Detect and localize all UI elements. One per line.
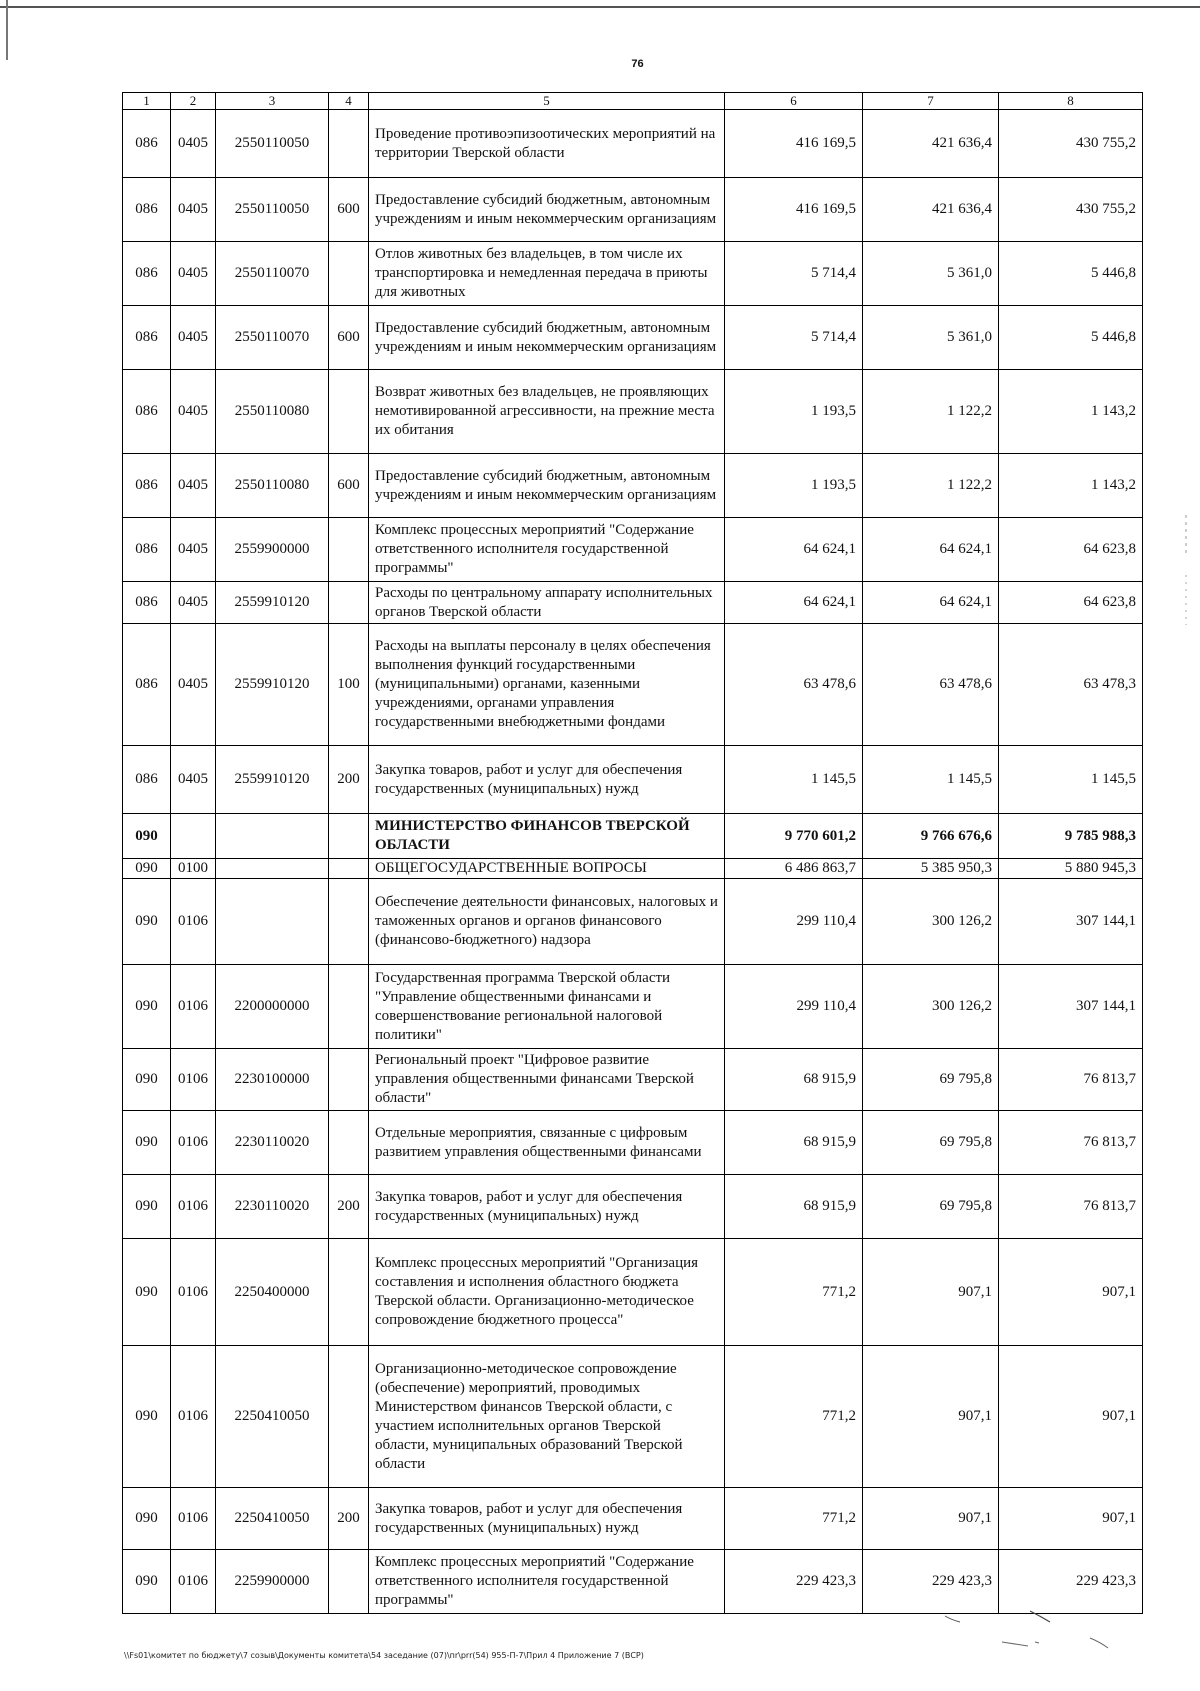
value-col-7: 229 423,3 [863,1550,999,1614]
target-article-code: 2200000000 [216,965,329,1049]
section-code: 0405 [171,454,216,518]
row-description: Отлов животных без владельцев, в том числе их транспортировка и немедленная передача в приюты для животных [369,242,725,306]
value-col-7: 64 624,1 [863,518,999,582]
table-row [123,1175,1143,1239]
ministry-code: 090 [123,879,171,965]
target-article-code [216,814,329,859]
expense-type-code [329,1550,369,1614]
table-row [123,1111,1143,1175]
header-cell: 1 [123,93,171,110]
target-article-code: 2559900000 [216,518,329,582]
value-col-8: 229 423,3 [999,1550,1143,1614]
value-col-8: 907,1 [999,1346,1143,1488]
header-cell: 4 [329,93,369,110]
row-description: Закупка товаров, работ и услуг для обеспечения государственных (муниципальных) нужд [369,1175,725,1239]
file-path-footer: \\Fs01\комитет по бюджету\7 созыв\Документы комитета\54 заседание (07)\пr\prr(54) 955-П-7\Прил 4 Приложение 7 (ВСР) [124,1651,644,1660]
value-col-8: 64 623,8 [999,518,1143,582]
value-col-8: 64 623,8 [999,582,1143,624]
expense-type-code [329,859,369,879]
header-cell: 2 [171,93,216,110]
ministry-code: 086 [123,454,171,518]
row-description: Комплекс процессных мероприятий "Содержание ответственного исполнителя государственной программы" [369,1550,725,1614]
value-col-6: 299 110,4 [725,965,863,1049]
value-col-7: 1 122,2 [863,454,999,518]
ministry-code: 086 [123,110,171,178]
ministry-code: 086 [123,370,171,454]
target-article-code: 2250410050 [216,1346,329,1488]
expense-type-code [329,582,369,624]
header-row [123,93,1143,110]
ministry-code: 086 [123,624,171,746]
target-article-code: 2550110070 [216,242,329,306]
target-article-code [216,879,329,965]
expense-type-code: 200 [329,1488,369,1550]
expense-type-code: 600 [329,454,369,518]
value-col-7: 63 478,6 [863,624,999,746]
value-col-6: 1 193,5 [725,454,863,518]
target-article-code: 2559910120 [216,582,329,624]
value-col-7: 64 624,1 [863,582,999,624]
value-col-8: 76 813,7 [999,1111,1143,1175]
row-description: Расходы на выплаты персоналу в целях обеспечения выполнения функций государственными (муниципальными) органами, казенными учреждениями, органами управления государственными внебюджетными фондами [369,624,725,746]
section-code: 0106 [171,1550,216,1614]
header-cell: 7 [863,93,999,110]
header-cell: 3 [216,93,329,110]
expense-type-code: 600 [329,306,369,370]
value-col-6: 68 915,9 [725,1111,863,1175]
target-article-code: 2230100000 [216,1049,329,1111]
left-border-line [6,0,8,60]
value-col-6: 416 169,5 [725,110,863,178]
table-row [123,306,1143,370]
value-col-8: 5 446,8 [999,306,1143,370]
value-col-7: 907,1 [863,1346,999,1488]
expense-type-code [329,1346,369,1488]
value-col-6: 64 624,1 [725,518,863,582]
value-col-6: 299 110,4 [725,879,863,965]
value-col-8: 76 813,7 [999,1175,1143,1239]
target-article-code: 2259900000 [216,1550,329,1614]
table-row [123,965,1143,1049]
target-article-code: 2559910120 [216,746,329,814]
ministry-code: 090 [123,1346,171,1488]
table-row [123,370,1143,454]
expense-type-code [329,110,369,178]
value-col-7: 907,1 [863,1239,999,1346]
ministry-code: 090 [123,1049,171,1111]
value-col-8: 63 478,3 [999,624,1143,746]
row-description: Комплекс процессных мероприятий "Организация составления и исполнения областного бюджета Тверской области. Организационно-методическое сопровождение бюджетного процесса" [369,1239,725,1346]
section-code: 0106 [171,1488,216,1550]
value-col-6: 1 193,5 [725,370,863,454]
row-description: Закупка товаров, работ и услуг для обеспечения государственных (муниципальных) нужд [369,1488,725,1550]
ministry-code: 090 [123,814,171,859]
table-row [123,178,1143,242]
section-code: 0405 [171,746,216,814]
table-row [123,582,1143,624]
section-code: 0405 [171,178,216,242]
table-row [123,518,1143,582]
ministry-code: 086 [123,178,171,242]
table-body [123,110,1143,1614]
section-code: 0106 [171,1239,216,1346]
value-col-7: 421 636,4 [863,110,999,178]
value-col-6: 6 486 863,7 [725,859,863,879]
value-col-8: 76 813,7 [999,1049,1143,1111]
value-col-7: 5 361,0 [863,242,999,306]
value-col-7: 421 636,4 [863,178,999,242]
section-code: 0405 [171,242,216,306]
section-code: 0405 [171,306,216,370]
expense-type-code: 100 [329,624,369,746]
row-description: Комплекс процессных мероприятий "Содержание ответственного исполнителя государственной программы" [369,518,725,582]
row-description: Предоставление субсидий бюджетным, автономным учреждениям и иным некоммерческим организациям [369,306,725,370]
value-col-7: 907,1 [863,1488,999,1550]
ministry-code: 090 [123,1239,171,1346]
value-col-8: 9 785 988,3 [999,814,1143,859]
value-col-7: 1 122,2 [863,370,999,454]
table-row [123,879,1143,965]
target-article-code: 2250400000 [216,1239,329,1346]
value-col-7: 300 126,2 [863,879,999,965]
expense-type-code: 200 [329,746,369,814]
table-row [123,242,1143,306]
expense-type-code [329,518,369,582]
ministry-code: 086 [123,746,171,814]
value-col-7: 9 766 676,6 [863,814,999,859]
value-col-8: 5 880 945,3 [999,859,1143,879]
target-article-code: 2230110020 [216,1111,329,1175]
value-col-8: 907,1 [999,1239,1143,1346]
value-col-8: 307 144,1 [999,965,1143,1049]
header-cell: 5 [369,93,725,110]
value-col-6: 1 145,5 [725,746,863,814]
value-col-7: 5 385 950,3 [863,859,999,879]
section-code [171,814,216,859]
ministry-code: 090 [123,1550,171,1614]
ministry-code: 090 [123,1488,171,1550]
target-article-code: 2550110080 [216,454,329,518]
section-code: 0405 [171,370,216,454]
target-article-code: 2550110070 [216,306,329,370]
expense-type-code [329,814,369,859]
table-row [123,1049,1143,1111]
ministry-code: 086 [123,582,171,624]
value-col-6: 416 169,5 [725,178,863,242]
section-code: 0405 [171,624,216,746]
row-description: Возврат животных без владельцев, не проявляющих немотивированной агрессивности, на прежние места их обитания [369,370,725,454]
value-col-8: 907,1 [999,1488,1143,1550]
value-col-6: 63 478,6 [725,624,863,746]
expense-type-code: 600 [329,178,369,242]
row-description: Организационно-методическое сопровождение (обеспечение) мероприятий, проводимых Министерством финансов Тверской области, с участием исполнительных органов Тверской области, муниципальных образований Тверской области [369,1346,725,1488]
expense-type-code [329,242,369,306]
value-col-8: 430 755,2 [999,110,1143,178]
ministry-code: 086 [123,242,171,306]
row-description: МИНИСТЕРСТВО ФИНАНСОВ ТВЕРСКОЙ ОБЛАСТИ [369,814,725,859]
value-col-7: 1 145,5 [863,746,999,814]
section-code: 0106 [171,1346,216,1488]
expense-type-code [329,1111,369,1175]
expense-type-code [329,965,369,1049]
section-code: 0106 [171,965,216,1049]
table-row-ministry [123,814,1143,859]
value-col-8: 1 143,2 [999,370,1143,454]
section-code: 0106 [171,1175,216,1239]
table-row [123,624,1143,746]
ministry-code: 090 [123,859,171,879]
row-description: Проведение противоэпизоотических мероприятий на территории Тверской области [369,110,725,178]
row-description: Отдельные мероприятия, связанные с цифровым развитием управления общественными финансами [369,1111,725,1175]
table-row [123,859,1143,879]
page-number: 76 [631,58,644,70]
value-col-8: 1 145,5 [999,746,1143,814]
expense-type-code [329,879,369,965]
value-col-6: 68 915,9 [725,1049,863,1111]
value-col-7: 69 795,8 [863,1111,999,1175]
section-code: 0106 [171,1049,216,1111]
section-code: 0405 [171,582,216,624]
value-col-6: 771,2 [725,1239,863,1346]
value-col-6: 771,2 [725,1488,863,1550]
row-description: Предоставление субсидий бюджетным, автономным учреждениям и иным некоммерческим организациям [369,178,725,242]
scan-edge-marks [1185,515,1187,815]
value-col-6: 5 714,4 [725,242,863,306]
section-code: 0106 [171,1111,216,1175]
ministry-code: 090 [123,965,171,1049]
budget-table [122,92,1143,1614]
section-code: 0106 [171,879,216,965]
expense-type-code [329,1049,369,1111]
table-row [123,1346,1143,1488]
target-article-code: 2559910120 [216,624,329,746]
row-description: Региональный проект "Цифровое развитие управления общественными финансами Тверской области" [369,1049,725,1111]
row-description: Расходы по центральному аппарату исполнительных органов Тверской области [369,582,725,624]
header-cell: 8 [999,93,1143,110]
value-col-7: 69 795,8 [863,1049,999,1111]
row-description: Обеспечение деятельности финансовых, налоговых и таможенных органов и органов финансового (финансово-бюджетного) надзора [369,879,725,965]
expense-type-code [329,1239,369,1346]
value-col-7: 5 361,0 [863,306,999,370]
value-col-7: 300 126,2 [863,965,999,1049]
ministry-code: 086 [123,306,171,370]
expense-type-code: 200 [329,1175,369,1239]
target-article-code [216,859,329,879]
value-col-8: 1 143,2 [999,454,1143,518]
ministry-code: 090 [123,1175,171,1239]
value-col-8: 5 446,8 [999,242,1143,306]
table-row [123,1550,1143,1614]
row-description: ОБЩЕГОСУДАРСТВЕННЫЕ ВОПРОСЫ [369,859,725,879]
target-article-code: 2250410050 [216,1488,329,1550]
section-code: 0405 [171,110,216,178]
value-col-6: 229 423,3 [725,1550,863,1614]
handwritten-signature [940,1608,1120,1658]
section-code: 0100 [171,859,216,879]
table-row [123,1239,1143,1346]
target-article-code: 2550110050 [216,110,329,178]
row-description: Закупка товаров, работ и услуг для обеспечения государственных (муниципальных) нужд [369,746,725,814]
ministry-code: 086 [123,518,171,582]
value-col-6: 5 714,4 [725,306,863,370]
ministry-code: 090 [123,1111,171,1175]
expense-type-code [329,370,369,454]
row-description: Предоставление субсидий бюджетным, автономным учреждениям и иным некоммерческим организациям [369,454,725,518]
table-row [123,746,1143,814]
top-border-line [0,6,1200,8]
value-col-8: 430 755,2 [999,178,1143,242]
value-col-6: 9 770 601,2 [725,814,863,859]
value-col-8: 307 144,1 [999,879,1143,965]
value-col-6: 771,2 [725,1346,863,1488]
value-col-6: 64 624,1 [725,582,863,624]
section-code: 0405 [171,518,216,582]
row-description: Государственная программа Тверской области "Управление общественными финансами и совершенствование региональной налоговой политики" [369,965,725,1049]
value-col-6: 68 915,9 [725,1175,863,1239]
table-row [123,1488,1143,1550]
value-col-7: 69 795,8 [863,1175,999,1239]
table-row [123,454,1143,518]
target-article-code: 2550110050 [216,178,329,242]
target-article-code: 2230110020 [216,1175,329,1239]
table-row [123,110,1143,178]
target-article-code: 2550110080 [216,370,329,454]
header-cell: 6 [725,93,863,110]
